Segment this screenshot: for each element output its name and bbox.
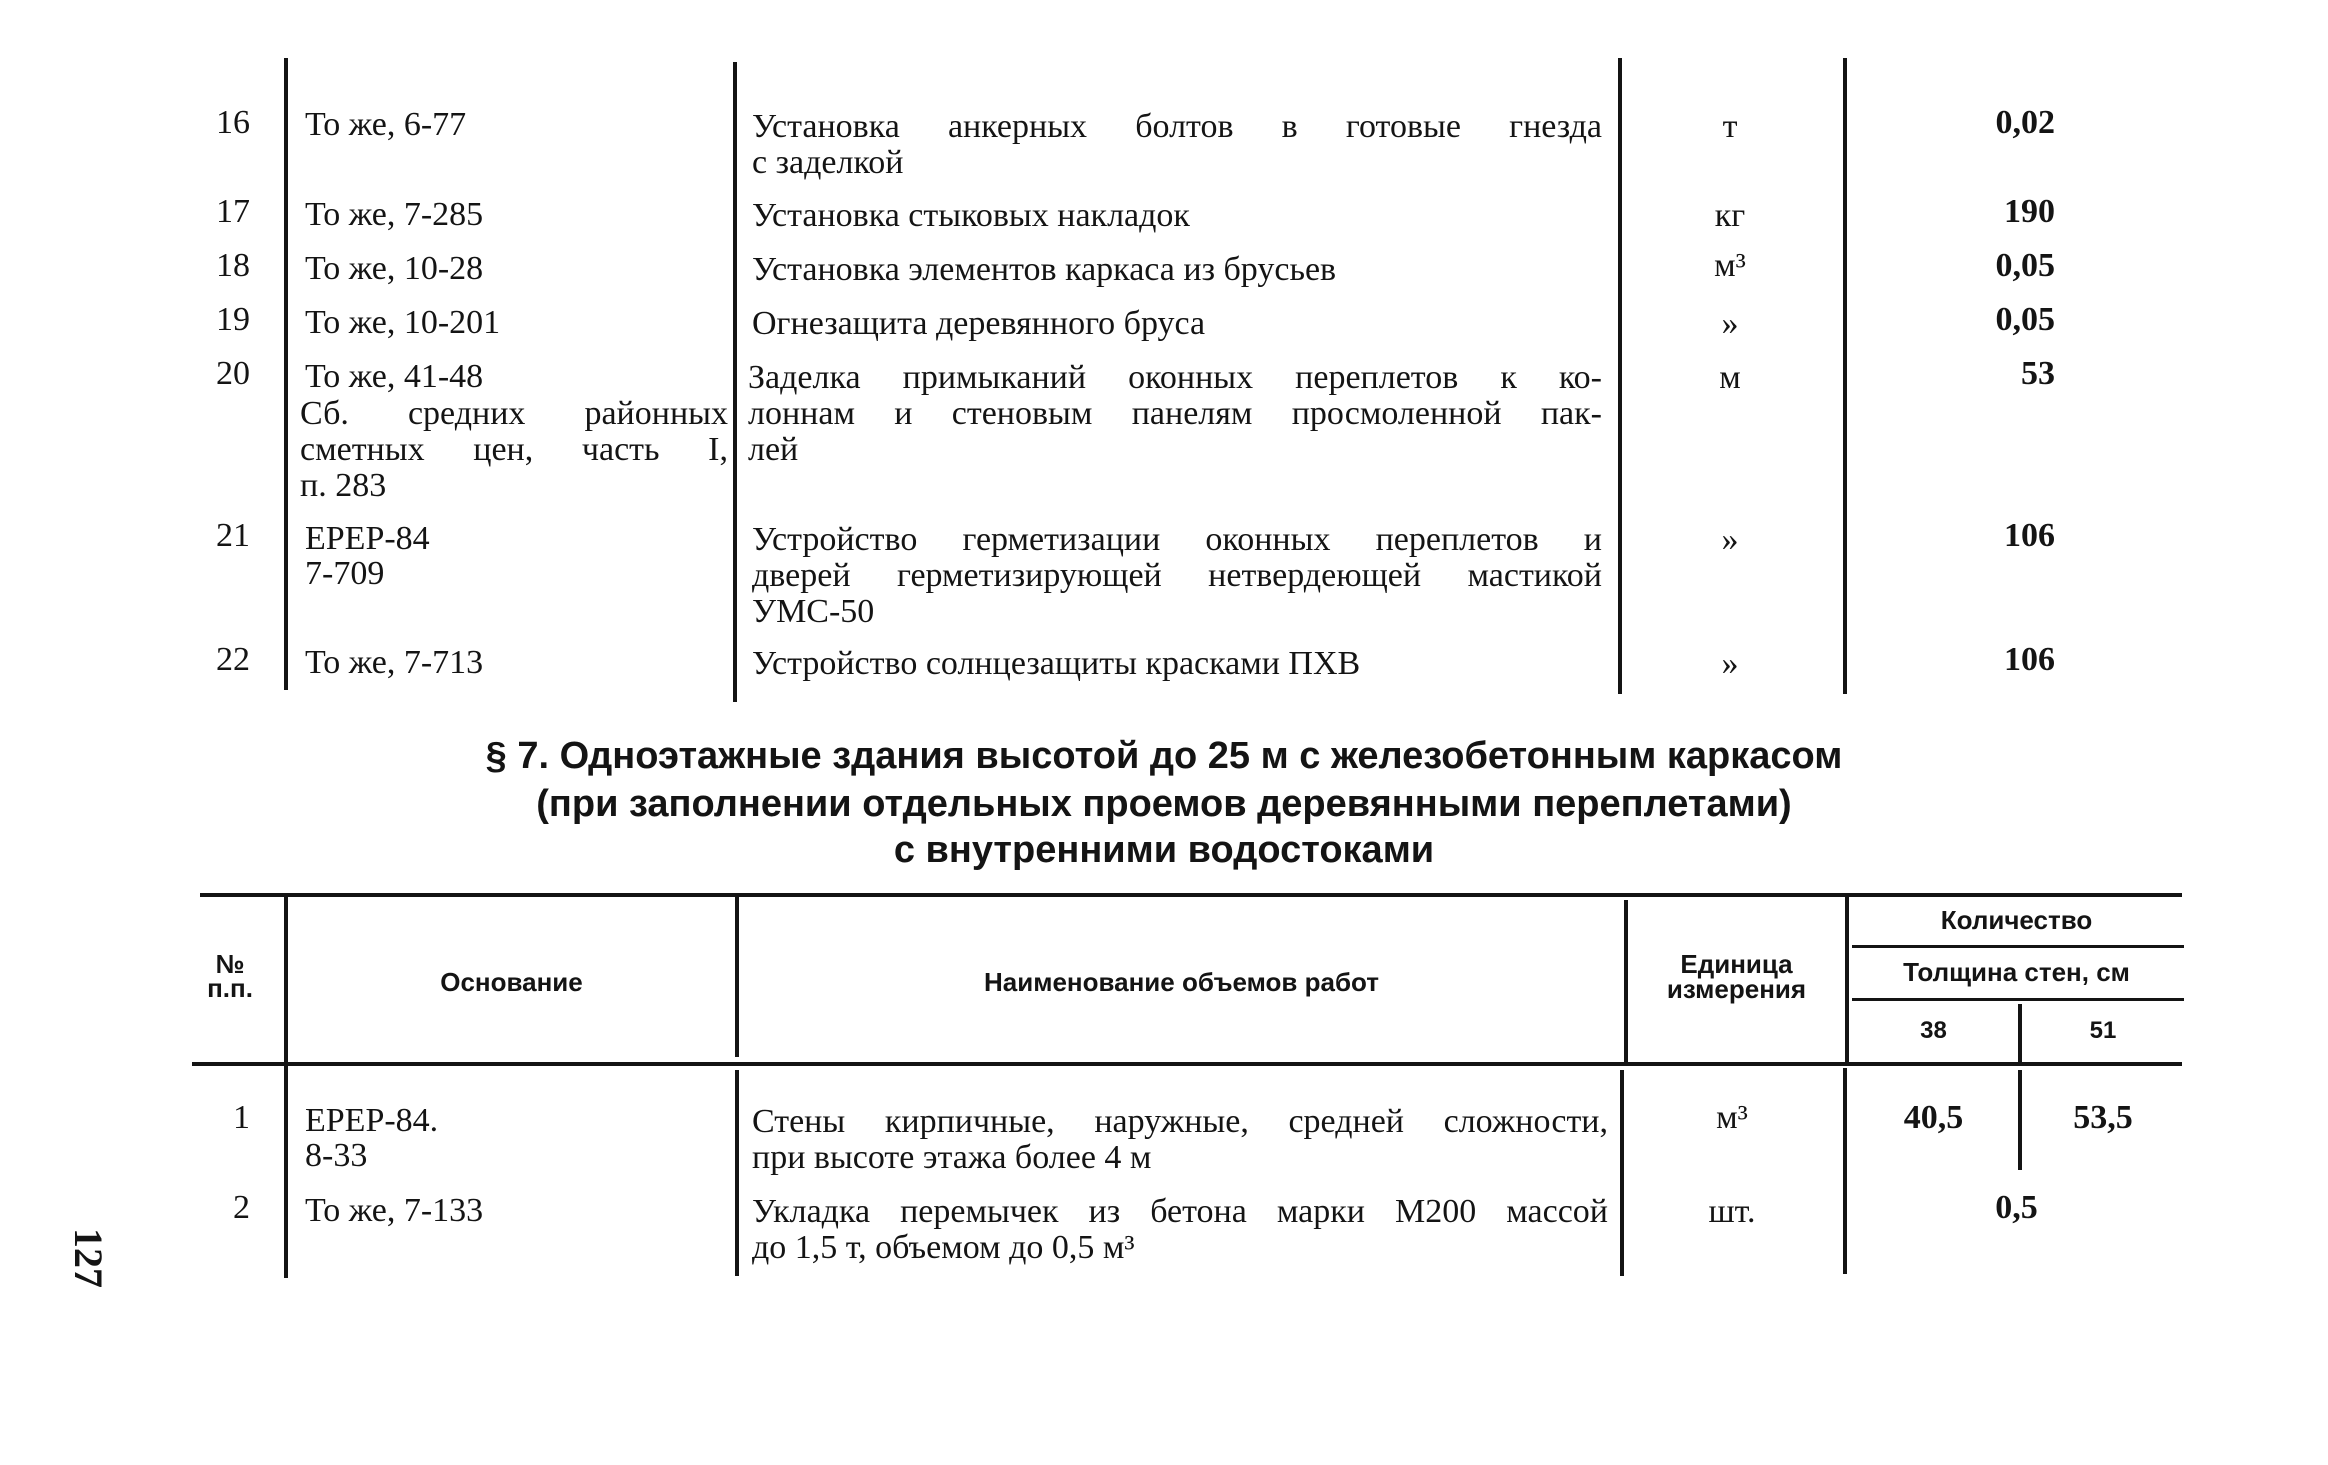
top-table-rule-3	[1618, 58, 1622, 694]
page-number: 127	[66, 1228, 111, 1288]
header-wall-thickness: Толщина стен, см	[1903, 957, 2130, 987]
row-unit: м³	[1716, 1099, 1748, 1136]
row-value: 106	[2004, 641, 2055, 678]
row-value: 0,02	[1995, 104, 2055, 141]
row-description: Стены кирпичные, наружные, средней сложности,	[752, 1103, 1608, 1140]
row-description: дверей герметизирующей нетвердеющей мастикой	[752, 557, 1602, 594]
row-number: 20	[216, 355, 250, 392]
row-description: Установка анкерных болтов в готовые гнезда	[752, 108, 1602, 145]
row-basis: То же, 7-713	[305, 644, 484, 681]
row-unit: »	[1721, 305, 1739, 342]
header-col-38: 38	[1920, 1017, 1947, 1044]
row-number: 18	[216, 247, 250, 284]
row-unit: шт.	[1708, 1193, 1756, 1230]
top-table-rule-1	[284, 58, 288, 690]
section-title-line-1: § 7. Одноэтажные здания высотой до 25 м с железобетонным каркасом	[485, 735, 1843, 777]
row-unit: »	[1721, 521, 1739, 558]
row-description: до 1,5 т, объемом до 0,5 м³	[752, 1229, 1135, 1266]
header-bottom-rule	[192, 1062, 2182, 1066]
row-number: 1	[233, 1099, 250, 1136]
header-top-rule	[200, 893, 2182, 897]
row-basis: То же, 10-28	[305, 250, 484, 287]
row-number: 2	[233, 1189, 250, 1226]
row-description: лей	[748, 431, 799, 468]
row-value: 0,05	[1995, 247, 2055, 284]
qty-sub-rule-1	[1852, 945, 2184, 948]
row-unit: т	[1722, 108, 1738, 145]
row-number: 19	[216, 301, 250, 338]
row-description: Установка стыковых накладок	[752, 197, 1190, 234]
row-basis: Сб. средних районных	[300, 395, 728, 432]
row-value: 190	[2004, 193, 2055, 230]
header-quantity: Количество	[1940, 905, 2093, 935]
row-basis: То же, 7-133	[305, 1192, 484, 1229]
row-basis: То же, 7-285	[305, 196, 484, 233]
row-basis: сметных цен, часть I,	[300, 431, 728, 468]
row-description: Установка элементов каркаса из брусьев	[752, 251, 1337, 288]
body-rule-4	[1843, 1068, 1847, 1274]
header-col-51: 51	[2089, 1017, 2117, 1044]
row-number: 21	[216, 517, 250, 554]
row-description: Огнезащита деревянного бруса	[752, 305, 1206, 342]
row-description: УМС-50	[752, 593, 875, 630]
row-basis: 7-709	[305, 555, 385, 592]
top-table-rule-4	[1843, 58, 1847, 694]
header-number-symbol: №	[215, 949, 245, 979]
row-description: Укладка перемычек из бетона марки М200 массой	[752, 1193, 1608, 1230]
row-value: 106	[2004, 517, 2055, 554]
top-table-rule-2	[733, 62, 737, 702]
row-basis: п. 283	[300, 467, 387, 504]
body-rule-1	[284, 1066, 288, 1278]
row-description: с заделкой	[752, 144, 904, 181]
row-description: Устройство герметизации оконных переплетов и	[752, 521, 1602, 558]
row-basis: 8-33	[305, 1137, 368, 1174]
row-basis: То же, 6-77	[305, 106, 467, 143]
row-number: 16	[216, 104, 250, 141]
row-number: 17	[216, 193, 250, 230]
row-value: 0,05	[1995, 301, 2055, 338]
row-value: 53	[2021, 355, 2055, 392]
header-number-label: п.п.	[207, 973, 253, 1003]
body-rule-2	[735, 1070, 739, 1276]
header-basis: Основание	[440, 967, 583, 997]
row-basis: То же, 10-201	[305, 304, 501, 341]
row-value-51: 53,5	[2073, 1099, 2133, 1136]
row-description: Устройство солнцезащиты красками ПХВ	[752, 645, 1361, 682]
header-work-name: Наименование объемов работ	[984, 967, 1379, 997]
header-unit-line-2: измерения	[1666, 974, 1807, 1004]
header-unit-line-1: Единица	[1680, 949, 1793, 979]
row-value-38: 40,5	[1903, 1099, 1964, 1136]
row-description: при высоте этажа более 4 м	[752, 1139, 1152, 1176]
row-unit: м	[1719, 359, 1741, 396]
body-rule-3	[1620, 1070, 1624, 1276]
row-unit: »	[1721, 645, 1739, 682]
row-description: лоннам и стеновым панелям просмоленной пак-	[748, 395, 1602, 432]
section-title-line-3: с внутренними водостоками	[893, 829, 1435, 871]
row-unit: м³	[1714, 247, 1746, 284]
row-basis: ЕРЕР-84.	[305, 1102, 439, 1139]
row-description: Заделка примыканий оконных переплетов к ко-	[748, 359, 1602, 396]
qty-sub-rule-2	[1852, 998, 2184, 1001]
row-value-merged: 0,5	[1995, 1189, 2038, 1226]
row-basis: ЕРЕР-84	[305, 520, 430, 557]
row-basis: То же, 41-48	[305, 358, 484, 395]
row-unit: кг	[1714, 197, 1746, 234]
row-number: 22	[216, 641, 250, 678]
section-title-line-2: (при заполнении отдельных проемов деревянными переплетами)	[536, 783, 1792, 825]
